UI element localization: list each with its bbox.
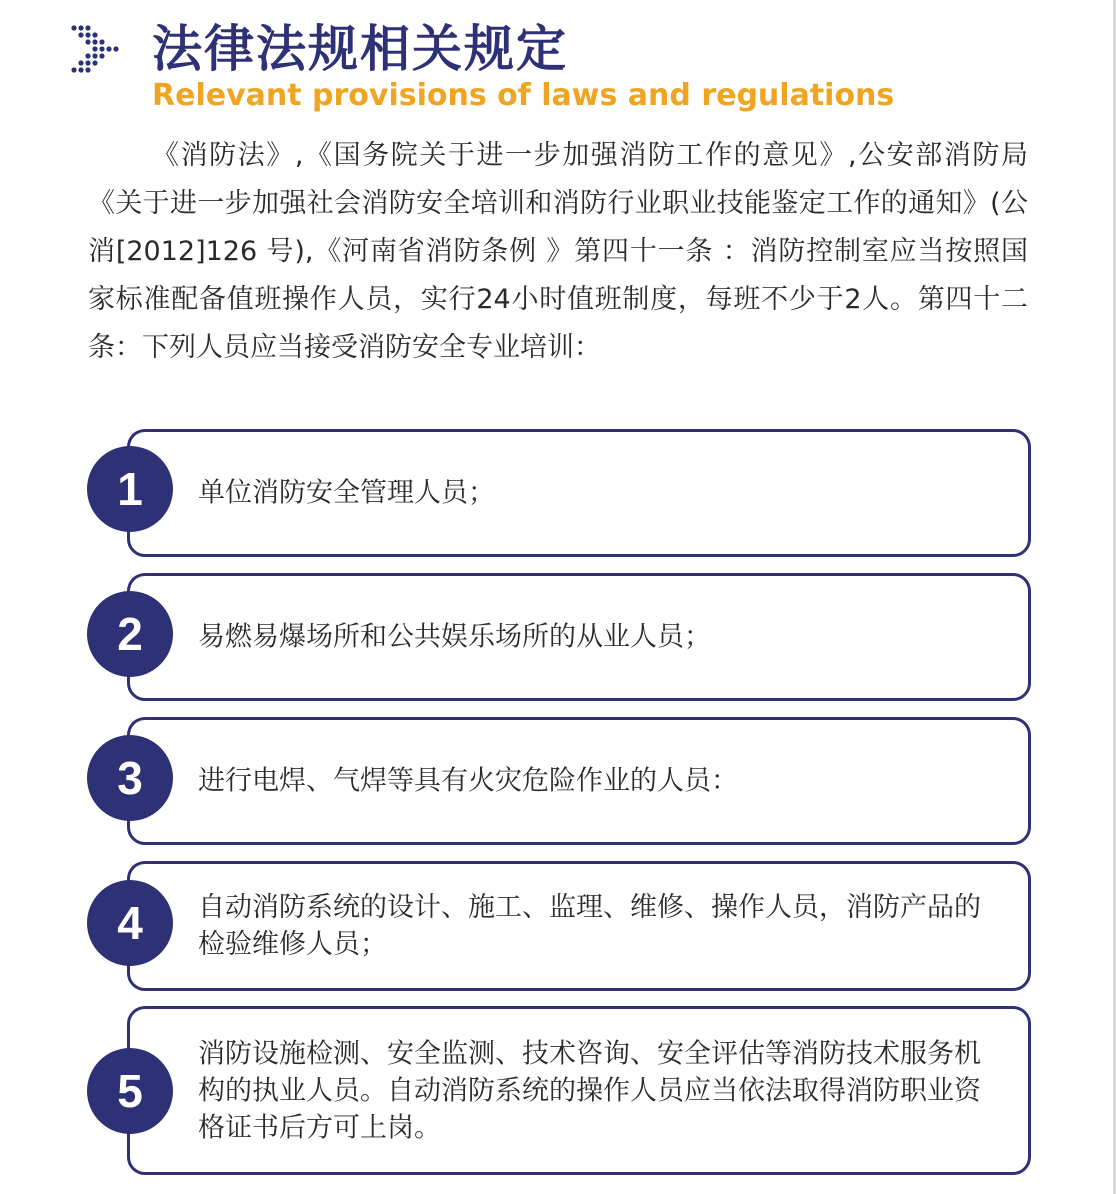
list-item-text: 单位消防安全管理人员； [198, 477, 495, 509]
dotted-arrow-icon [70, 24, 122, 76]
list-item [127, 717, 1031, 845]
list-item-text: 自动消防系统的设计、施工、监理、维修、操作人员，消防产品的检验维修人员； [198, 892, 981, 960]
list-item-text: 消防设施检测、安全监测、技术咨询、安全评估等消防技术服务机构的执业人员。自动消防系统的操作人员应当依法取得消防职业资格证书后方可上岗。 [198, 1038, 981, 1143]
number-badge: 2 [87, 591, 173, 677]
list-item [127, 861, 1031, 991]
number-badge: 4 [87, 880, 173, 966]
list-item [127, 573, 1031, 701]
number-badge: 5 [87, 1048, 173, 1134]
page-subtitle: Relevant provisions of laws and regulations [152, 78, 895, 113]
intro-paragraph: 《消防法》,《国务院关于进一步加强消防工作的意见》,公安部消防局《关于进一步加强社会消防安全培训和消防行业职业技能鉴定工作的通知》(公消[2012]126 号),《河南省消防条例 》第四十一条 ：消防控制室应当按照国家标准配备值班操作人员，实行24小时值班制度，每班不少于2人。第四十二条：下列人员应当接受消防安全专业培训： [88, 140, 1028, 363]
list-item-text: 易燃易爆场所和公共娱乐场所的从业人员； [198, 621, 711, 653]
list-item-text: 进行电焊、气焊等具有火灾危险作业的人员： [198, 765, 738, 797]
list-item [127, 429, 1031, 557]
page-title: 法律法规相关规定 [152, 20, 568, 78]
number-badge: 3 [87, 735, 173, 821]
number-badge: 1 [87, 446, 173, 532]
list-item [127, 1006, 1031, 1175]
